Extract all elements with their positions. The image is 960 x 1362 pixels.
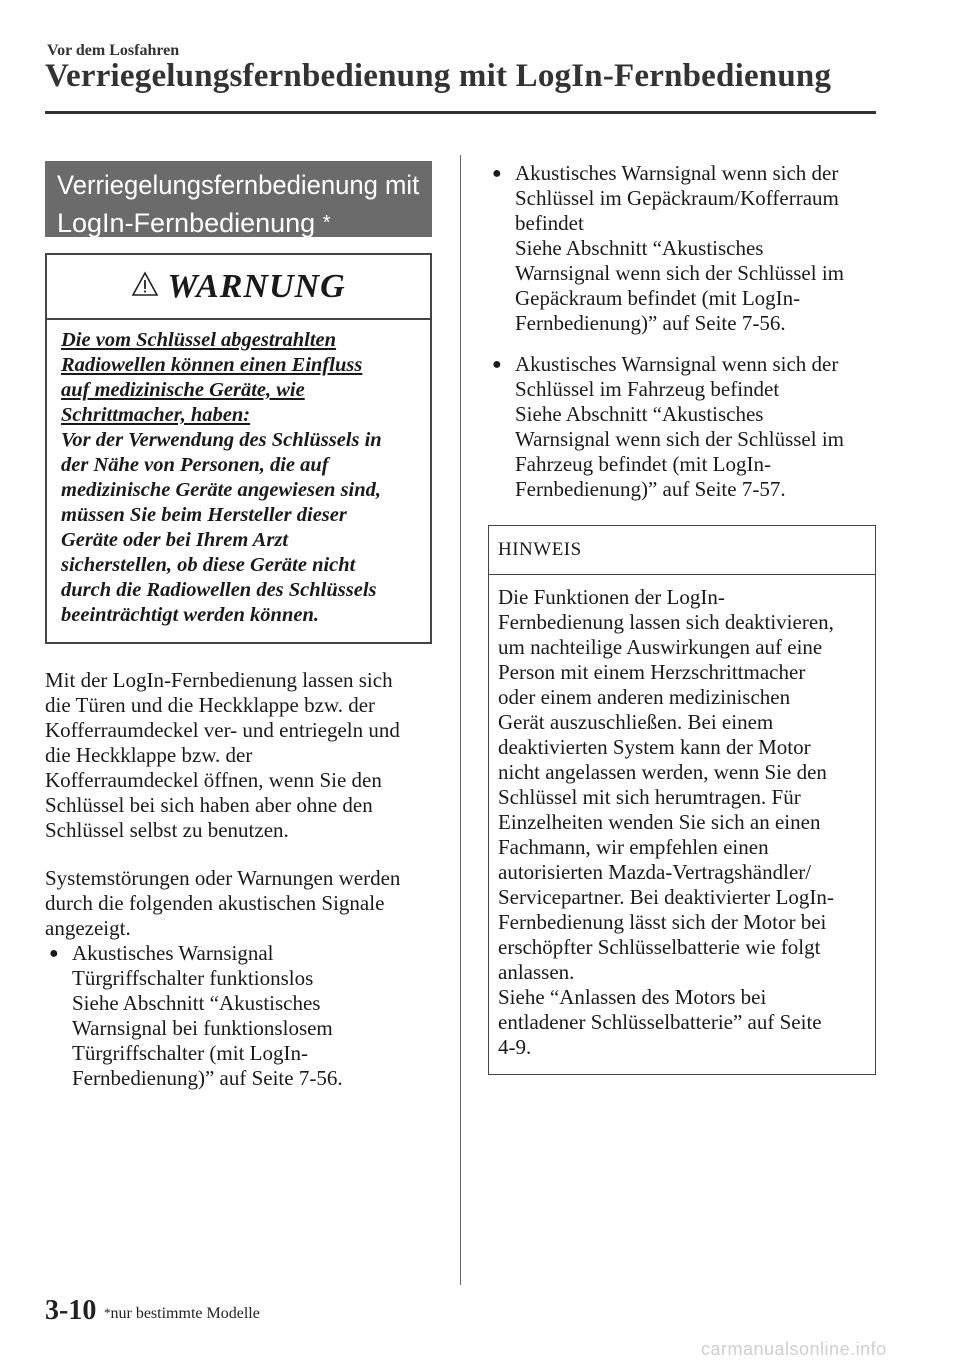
warning-line: der Nähe von Personen, die auf xyxy=(61,454,329,476)
footnote xyxy=(104,1305,260,1323)
page-title: Verriegelungsfernbedienung mit LogIn-Fernbedienung xyxy=(45,58,832,94)
warning-line: Geräte oder bei Ihrem Arzt xyxy=(61,529,289,551)
list-item-line: Schlüssel im Fahrzeug befindet xyxy=(515,377,780,401)
note-line: Einzelheiten wenden Sie sich an einen xyxy=(498,810,821,834)
list-item-line: Gepäckraum befindet (mit LogIn- xyxy=(515,286,801,310)
page-number: 3-10 xyxy=(45,1295,97,1326)
list-item-line: Siehe Abschnitt “Akustisches xyxy=(72,991,321,1015)
paragraph-line: durch die folgenden akustischen Signale xyxy=(45,891,385,915)
list-item-line: Schlüssel im Gepäckraum/Kofferraum xyxy=(515,186,839,210)
note-box xyxy=(488,525,876,1075)
list-item xyxy=(45,941,432,1091)
bullet-icon: ● xyxy=(492,165,502,182)
heading-rule xyxy=(45,111,876,114)
paragraph-line: die Heckklappe bzw. der xyxy=(45,743,253,767)
list-item-line: Fernbedienung)” auf Seite 7-56. xyxy=(515,311,786,335)
list-item-line: Fernbedienung)” auf Seite 7-57. xyxy=(515,477,786,501)
list-item-line: Akustisches Warnsignal wenn sich der xyxy=(515,161,839,185)
note-line: Servicepartner. Bei deaktivierter LogIn- xyxy=(498,885,834,909)
note-line: erschöpfter Schlüsselbatterie wie folgt xyxy=(498,935,821,959)
note-line: Siehe “Anlassen des Motors bei xyxy=(498,985,767,1009)
list-item xyxy=(488,352,876,502)
warning-line: sicherstellen, ob diese Geräte nicht xyxy=(61,554,356,576)
note-line: Fernbedienung lassen sich deaktivieren, xyxy=(498,610,834,634)
running-section-title: Vor dem Losfahren xyxy=(47,42,180,59)
note-line: 4-9. xyxy=(498,1035,532,1059)
paragraph-line: Schlüssel selbst zu benutzen. xyxy=(45,818,289,842)
note-line: autorisierten Mazda-Vertragshändler/ xyxy=(498,860,812,884)
warning-line: beeinträchtigt werden können. xyxy=(61,604,319,626)
note-line: deaktivierten System kann der Motor xyxy=(498,735,811,759)
section-banner-line-text: LogIn-Fernbedienung xyxy=(57,208,316,238)
bullet-list xyxy=(45,941,432,1091)
section-banner-line xyxy=(57,204,331,242)
list-item xyxy=(488,161,876,336)
watermark: carmanualsonline.info xyxy=(701,1339,887,1359)
list-item-line: Fahrzeug befindet (mit LogIn- xyxy=(515,452,771,476)
list-item-line: Türgriffschalter funktionslos xyxy=(72,966,314,990)
warning-underlined-line: Radiowellen können einen Einfluss xyxy=(61,354,363,376)
bullet-icon: ● xyxy=(49,945,59,962)
warning-underlined-line: Schrittmacher, haben: xyxy=(61,404,251,426)
paragraph-line: Systemstörungen oder Warnungen werden xyxy=(45,866,401,890)
signals-paragraph xyxy=(45,866,432,941)
footnote-text: nur bestimmte Modelle xyxy=(110,1305,260,1322)
right-column xyxy=(488,161,876,1075)
note-line: Die Funktionen der LogIn- xyxy=(498,585,725,609)
paragraph-line: die Türen und die Heckklappe bzw. der xyxy=(45,693,376,717)
list-item-line: Warnsignal wenn sich der Schlüssel im xyxy=(515,261,844,285)
warning-header xyxy=(47,255,430,320)
list-item-line: Fernbedienung)” auf Seite 7-56. xyxy=(72,1066,343,1090)
warning-line: Vor der Verwendung des Schlüssels in xyxy=(61,429,382,451)
section-banner-line: Verriegelungsfernbedienung mit xyxy=(57,170,420,200)
column-divider xyxy=(460,155,461,1285)
note-line: anlassen. xyxy=(498,960,575,984)
list-item-line: Akustisches Warnsignal xyxy=(72,941,274,965)
warning-box xyxy=(45,253,432,644)
intro-paragraph xyxy=(45,668,432,843)
warning-line: medizinische Geräte angewiesen sind, xyxy=(61,479,382,501)
paragraph-line: Kofferraumdeckel öffnen, wenn Sie den xyxy=(45,768,382,792)
paragraph-line: Schlüssel bei sich haben aber ohne den xyxy=(45,793,373,817)
bullet-icon: ● xyxy=(492,356,502,373)
asterisk-icon: * xyxy=(104,1305,111,1320)
list-item-line: Warnsignal bei funktionslosem xyxy=(72,1016,333,1040)
warning-line: durch die Radiowellen des Schlüssels xyxy=(61,579,377,601)
bullet-list xyxy=(488,161,876,502)
asterisk-icon: * xyxy=(322,212,331,234)
note-line: Gerät auszuschließen. Bei einem xyxy=(498,710,774,734)
note-line: nicht angelassen werden, wenn Sie den xyxy=(498,760,827,784)
list-item-line: Akustisches Warnsignal wenn sich der xyxy=(515,352,839,376)
warning-underlined-line: Die vom Schlüssel abgestrahlten xyxy=(61,329,337,351)
list-item-line: Türgriffschalter (mit LogIn- xyxy=(72,1041,308,1065)
left-column xyxy=(45,161,432,1091)
paragraph-line: Mit der LogIn-Fernbedienung lassen sich xyxy=(45,668,393,692)
section-banner xyxy=(45,161,432,237)
note-line: Fachmann, wir empfehlen einen xyxy=(498,835,769,859)
warning-body xyxy=(47,320,430,642)
note-line: entladener Schlüsselbatterie” auf Seite xyxy=(498,1010,822,1034)
note-line: Person mit einem Herzschrittmacher xyxy=(498,660,806,684)
list-item-line: befindet xyxy=(515,211,584,235)
note-line: Schlüssel mit sich herumtragen. Für xyxy=(498,785,801,809)
note-body xyxy=(489,575,875,1074)
note-line: Fernbedienung lässt sich der Motor bei xyxy=(498,910,827,934)
note-line: um nachteilige Auswirkungen auf eine xyxy=(498,635,823,659)
note-title: HINWEIS xyxy=(489,526,875,575)
warning-underlined-line: auf medizinische Geräte, wie xyxy=(61,379,305,401)
paragraph-line: angezeigt. xyxy=(45,916,131,940)
warning-title: WARNUNG xyxy=(167,267,346,305)
note-line: oder einem anderen medizinischen xyxy=(498,685,791,709)
warning-line: müssen Sie beim Hersteller dieser xyxy=(61,504,347,526)
paragraph-line: Kofferraumdeckel ver- und entriegeln und xyxy=(45,718,400,742)
list-item-line: Siehe Abschnitt “Akustisches xyxy=(515,236,764,260)
list-item-line: Warnsignal wenn sich der Schlüssel im xyxy=(515,427,844,451)
warning-triangle-icon xyxy=(131,271,159,302)
list-item-line: Siehe Abschnitt “Akustisches xyxy=(515,402,764,426)
